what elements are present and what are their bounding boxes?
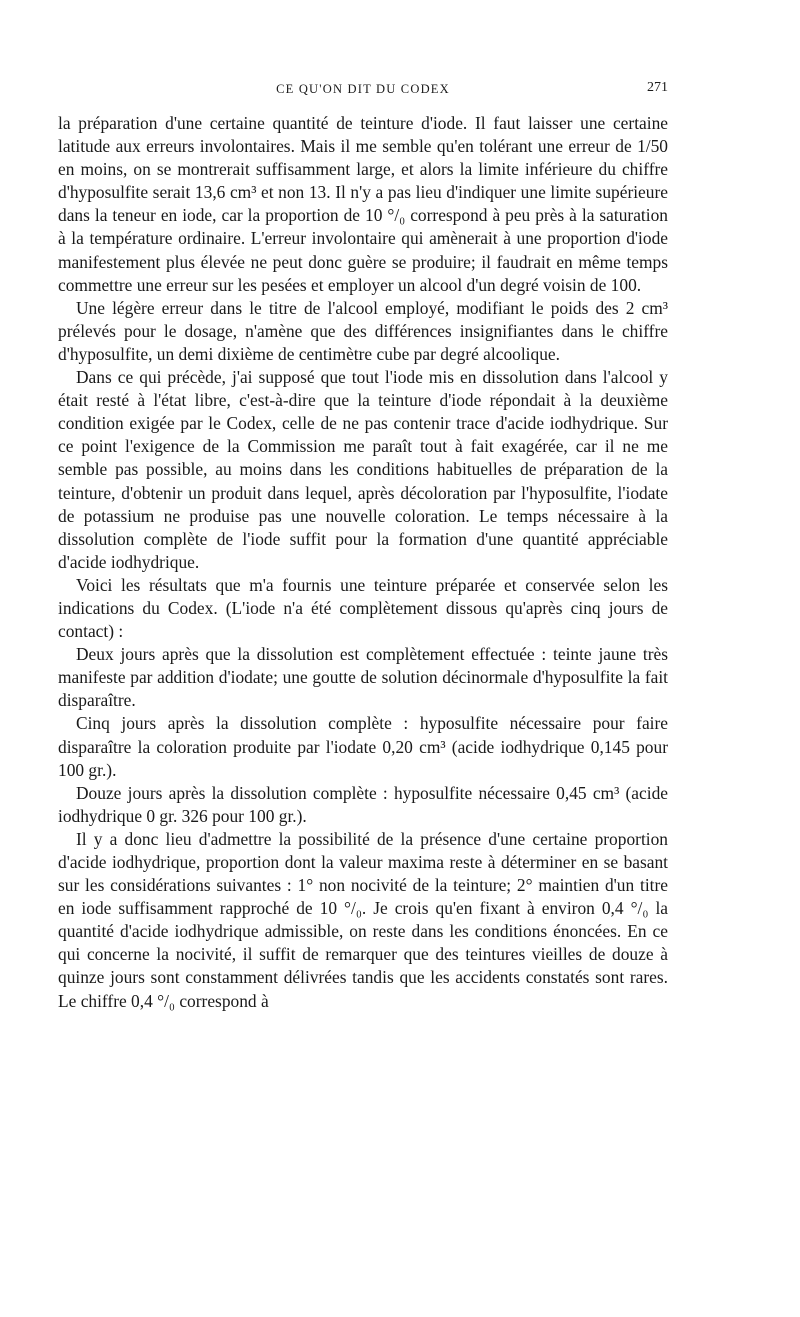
page-number: 271	[647, 80, 668, 95]
running-header	[58, 78, 668, 102]
paragraph: Une légère erreur dans le titre de l'alcool employé, modifiant le poids des 2 cm³ prélevés pour le dosage, n'amène que des différences insignifiantes dans le chiffre d'hyposulfite, un demi dixième de centimètre cube par degré alcoolique.	[58, 297, 668, 364]
paragraph: Il y a donc lieu d'admettre la possibilité de la présence d'une certaine proportion d'acide iodhydrique, proportion dont la valeur maxima reste à déterminer en se basant sur les considérations suivantes : 1° non nocivité de la teinture; 2° maintien d'un titre en iode suffisamment rapproché de 10 °/₀. Je crois qu'en fixant à environ 0,4 °/₀ la quantité d'acide iodhydrique admissible, on reste dans les conditions énoncées. En ce qui concerne la nocivité, il suffit de remarquer que des teintures vieilles de douze à quinze jours sont constamment délivrées tandis que les accidents constatés sont rares. Le chiffre 0,4 °/₀ correspond à	[58, 828, 668, 1011]
paragraph: Dans ce qui précède, j'ai supposé que tout l'iode mis en dissolution dans l'alcool y était resté à l'état libre, c'est-à-dire que la teinture d'iode répondait à la deuxième condition exigée par le Codex, celle de ne pas contenir trace d'acide iodhydrique. Sur ce point l'exigence de la Commission me paraît tout à fait exagérée, car il ne me semble pas possible, au moins dans les conditions habituelles de préparation de la teinture, d'obtenir un produit dans lequel, après décoloration par l'hyposulfite, l'iodate de potassium ne produise pas une nouvelle coloration. Le temps nécessaire à la dissolution complète de l'iode suffit pour la formation d'une quantité appréciable d'acide iodhydrique.	[58, 367, 668, 572]
paragraph: la préparation d'une certaine quantité de teinture d'iode. Il faut laisser une certaine latitude aux erreurs involontaires. Mais il me semble qu'en tolérant une erreur de 1/50 en moins, on se montrerait suffisamment large, et alors la limite inférieure du chiffre d'hyposulfite serait 13,6 cm³ et non 13. Il n'y a pas lieu d'indiquer une limite supérieure dans la teneur en iode, car la proportion de 10 °/₀ correspond à peu près à la saturation à la température ordinaire. L'erreur involontaire qui amènerait à une proportion d'iode manifestement plus élevée ne peut donc guère se produire; il faudrait en même temps commettre une erreur sur les pesées et employer un alcool d'un degré voisin de 100.	[58, 113, 668, 295]
paragraph: Deux jours après que la dissolution est complètement effectuée : teinte jaune très manifeste par addition d'iodate; une goutte de solution décinormale d'hyposulfite la fait disparaître.	[58, 644, 668, 711]
running-title: CE QU'ON DIT DU CODEX	[276, 82, 450, 96]
book-page	[58, 78, 668, 1013]
paragraph: Voici les résultats que m'a fournis une teinture préparée et conservée selon les indications du Codex. (L'iode n'a été complètement dissous qu'après cinq jours de contact) :	[58, 574, 668, 642]
paragraph: Douze jours après la dissolution complète : hyposulfite nécessaire 0,45 cm³ (acide iodhydrique 0 gr. 326 pour 100 gr.).	[58, 782, 668, 826]
paragraph: Cinq jours après la dissolution complète : hyposulfite nécessaire pour faire disparaître la coloration produite par l'iodate 0,20 cm³ (acide iodhydrique 0,145 pour 100 gr.).	[58, 713, 668, 780]
body-text	[58, 112, 668, 1013]
